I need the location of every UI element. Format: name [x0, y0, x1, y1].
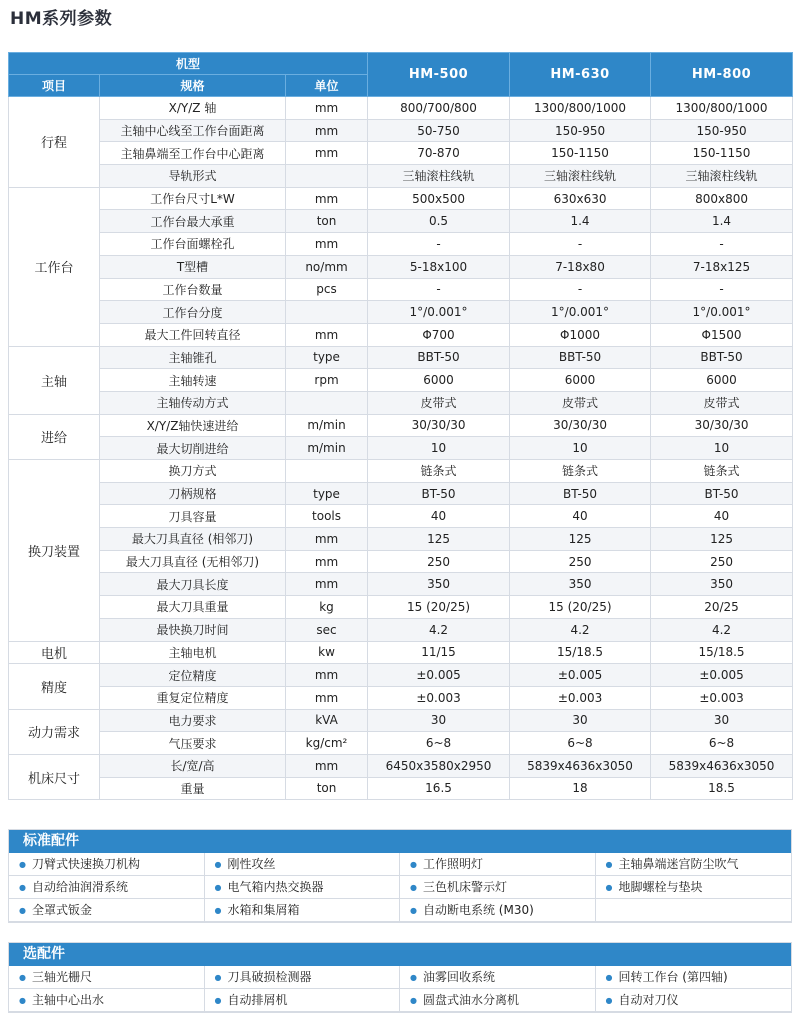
spec-value-model-3: BT-50 [651, 482, 793, 505]
spec-unit: mm [286, 119, 368, 142]
table-row [9, 550, 793, 573]
spec-value-model-1: 10 [368, 437, 510, 460]
spec-name: 最大刀具直径 (相邻刀) [100, 528, 286, 551]
accessory-label: 回转工作台 (第四轴) [618, 970, 728, 984]
category-label: 换刀装置 [9, 460, 100, 642]
bullet-icon: ● [19, 996, 26, 1005]
spec-value-model-3: 150-950 [651, 119, 793, 142]
spec-value-model-1: 6450x3580x2950 [368, 754, 510, 777]
spec-value-model-1: 40 [368, 505, 510, 528]
spec-name: 工作台数量 [100, 278, 286, 301]
table-row [9, 709, 793, 732]
spec-value-model-1: 三轴滚柱线轨 [368, 165, 510, 188]
bullet-icon: ● [410, 883, 417, 892]
spec-name: X/Y/Z 轴 [100, 97, 286, 120]
spec-unit: no/mm [286, 255, 368, 278]
spec-value-model-2: 10 [510, 437, 651, 460]
spec-unit: mm [286, 664, 368, 687]
accessory-label: 全罩式钣金 [31, 903, 92, 917]
accessory-label: 自动给油润滑系统 [31, 880, 128, 894]
accessory-item [205, 853, 401, 876]
spec-name: 气压要求 [100, 732, 286, 755]
spec-value-model-3: 1°/0.001° [651, 301, 793, 324]
bullet-icon: ● [214, 973, 222, 982]
spec-unit [286, 165, 368, 188]
table-row [9, 233, 793, 256]
spec-value-model-3: 10 [651, 437, 793, 460]
optional-accessories-panel [8, 942, 792, 1013]
spec-value-model-1: 1°/0.001° [368, 301, 510, 324]
bullet-icon: ● [214, 996, 222, 1005]
spec-value-model-2: Φ1000 [510, 323, 651, 346]
spec-value-model-3: 1300/800/1000 [651, 97, 793, 120]
spec-value-model-2: 1°/0.001° [510, 301, 651, 324]
spec-unit: mm [286, 187, 368, 210]
spec-value-model-1: 30/30/30 [368, 414, 510, 437]
accessory-label: 三轴光栅尺 [31, 970, 92, 984]
table-row [9, 641, 793, 664]
table-row [9, 664, 793, 687]
header-model-3: HM-800 [651, 53, 793, 97]
table-row [9, 119, 793, 142]
spec-unit [286, 301, 368, 324]
accessory-item [400, 876, 596, 899]
spec-value-model-2: 皮带式 [510, 391, 651, 414]
table-row [9, 97, 793, 120]
spec-value-model-2: 三轴滚柱线轨 [510, 165, 651, 188]
table-row [9, 323, 793, 346]
spec-unit: mm [286, 686, 368, 709]
table-row [9, 754, 793, 777]
bullet-icon: ● [19, 973, 26, 982]
spec-value-model-1: BBT-50 [368, 346, 510, 369]
table-row [9, 686, 793, 709]
spec-value-model-3: - [651, 278, 793, 301]
bullet-icon: ● [214, 883, 222, 892]
spec-unit: m/min [286, 414, 368, 437]
spec-value-model-2: ±0.005 [510, 664, 651, 687]
spec-unit: mm [286, 233, 368, 256]
optional-accessories-title: 选配件 [9, 943, 791, 966]
spec-value-model-3: 30 [651, 709, 793, 732]
accessory-item [9, 989, 205, 1012]
spec-value-model-3: BBT-50 [651, 346, 793, 369]
accessory-label: 自动断电系统 (M30) [422, 903, 534, 917]
accessory-item [9, 899, 205, 922]
spec-name: 工作台尺寸L*W [100, 187, 286, 210]
spec-name: T型槽 [100, 255, 286, 278]
spec-value-model-3: 125 [651, 528, 793, 551]
accessory-label: 主轴鼻端迷宫防尘吹气 [618, 857, 739, 871]
bullet-icon: ● [19, 883, 26, 892]
bullet-icon: ● [19, 860, 26, 869]
table-row [9, 618, 793, 641]
accessory-item [400, 853, 596, 876]
spec-value-model-1: Φ700 [368, 323, 510, 346]
bullet-icon: ● [605, 996, 613, 1005]
spec-unit [286, 460, 368, 483]
accessory-item [9, 876, 205, 899]
spec-value-model-2: 链条式 [510, 460, 651, 483]
spec-name: 最大刀具长度 [100, 573, 286, 596]
category-label: 进给 [9, 414, 100, 459]
spec-value-model-3: 800x800 [651, 187, 793, 210]
accessory-label: 地脚螺栓与垫块 [618, 880, 703, 894]
spec-name: 最大刀具重量 [100, 596, 286, 619]
accessory-label: 圆盘式油水分离机 [422, 993, 519, 1007]
spec-name: 主轴传动方式 [100, 391, 286, 414]
accessory-label: 自动排屑机 [227, 993, 288, 1007]
spec-value-model-2: 30/30/30 [510, 414, 651, 437]
spec-value-model-1: 链条式 [368, 460, 510, 483]
bullet-icon: ● [214, 860, 222, 869]
accessory-item [9, 966, 205, 989]
spec-value-model-2: 4.2 [510, 618, 651, 641]
spec-value-model-1: 125 [368, 528, 510, 551]
table-row [9, 482, 793, 505]
spec-value-model-2: 150-1150 [510, 142, 651, 165]
bullet-icon: ● [605, 883, 613, 892]
spec-value-model-2: ±0.003 [510, 686, 651, 709]
category-label: 精度 [9, 664, 100, 709]
spec-unit: mm [286, 528, 368, 551]
category-label: 行程 [9, 97, 100, 188]
spec-name: 最快换刀时间 [100, 618, 286, 641]
accessory-label: 刀臂式快速换刀机构 [31, 857, 140, 871]
bullet-icon: ● [410, 906, 417, 915]
table-row [9, 777, 793, 800]
page-title: HM系列参数 [10, 9, 113, 29]
table-row [9, 369, 793, 392]
spec-name: 工作台面螺栓孔 [100, 233, 286, 256]
spec-value-model-2: 6000 [510, 369, 651, 392]
spec-name: 最大刀具直径 (无相邻刀) [100, 550, 286, 573]
table-row [9, 732, 793, 755]
spec-value-model-3: 30/30/30 [651, 414, 793, 437]
spec-value-model-3: 5839x4636x3050 [651, 754, 793, 777]
spec-name: 最大切削进给 [100, 437, 286, 460]
accessory-label: 刀具破损检测器 [227, 970, 312, 984]
spec-value-model-1: 350 [368, 573, 510, 596]
table-row [9, 255, 793, 278]
spec-value-model-1: 50-750 [368, 119, 510, 142]
spec-name: 刀具容量 [100, 505, 286, 528]
spec-unit: kVA [286, 709, 368, 732]
spec-unit: type [286, 482, 368, 505]
bullet-icon: ● [214, 906, 222, 915]
table-row [9, 187, 793, 210]
category-label: 工作台 [9, 187, 100, 346]
header-item: 项目 [9, 75, 100, 97]
spec-value-model-1: 16.5 [368, 777, 510, 800]
accessory-item [596, 966, 792, 989]
spec-value-model-3: 250 [651, 550, 793, 573]
accessory-label: 自动对刀仪 [618, 993, 679, 1007]
spec-value-model-2: 630x630 [510, 187, 651, 210]
header-unit: 单位 [286, 75, 368, 97]
table-row [9, 573, 793, 596]
spec-value-model-3: ±0.003 [651, 686, 793, 709]
spec-value-model-2: 6~8 [510, 732, 651, 755]
spec-value-model-1: 15 (20/25) [368, 596, 510, 619]
spec-unit: kw [286, 641, 368, 664]
spec-value-model-2: 1300/800/1000 [510, 97, 651, 120]
spec-value-model-2: 15 (20/25) [510, 596, 651, 619]
spec-value-model-1: - [368, 233, 510, 256]
accessory-item [400, 899, 596, 922]
accessory-item [205, 966, 401, 989]
spec-unit: sec [286, 618, 368, 641]
accessory-item [400, 966, 596, 989]
accessory-label: 电气箱内热交换器 [227, 880, 324, 894]
spec-value-model-2: 150-950 [510, 119, 651, 142]
bullet-icon: ● [19, 906, 26, 915]
spec-value-model-1: 500x500 [368, 187, 510, 210]
accessory-label: 刚性攻丝 [227, 857, 276, 871]
spec-name: 电力要求 [100, 709, 286, 732]
bullet-icon: ● [410, 973, 417, 982]
table-row [9, 165, 793, 188]
category-label: 动力需求 [9, 709, 100, 754]
spec-name: 换刀方式 [100, 460, 286, 483]
spec-value-model-3: 350 [651, 573, 793, 596]
spec-value-model-2: BBT-50 [510, 346, 651, 369]
spec-value-model-3: Φ1500 [651, 323, 793, 346]
spec-value-model-2: 15/18.5 [510, 641, 651, 664]
spec-value-model-3: 6~8 [651, 732, 793, 755]
accessory-item [9, 853, 205, 876]
header-model-group: 机型 [9, 53, 368, 75]
spec-unit [286, 391, 368, 414]
spec-value-model-2: 250 [510, 550, 651, 573]
spec-value-model-2: 5839x4636x3050 [510, 754, 651, 777]
spec-name: 刀柄规格 [100, 482, 286, 505]
spec-unit: mm [286, 754, 368, 777]
spec-unit: ton [286, 210, 368, 233]
accessory-label: 主轴中心出水 [31, 993, 104, 1007]
spec-name: 主轴锥孔 [100, 346, 286, 369]
accessory-item [596, 899, 792, 922]
spec-value-model-1: 11/15 [368, 641, 510, 664]
spec-unit: mm [286, 573, 368, 596]
table-row [9, 278, 793, 301]
spec-name: 重复定位精度 [100, 686, 286, 709]
spec-value-model-2: 1.4 [510, 210, 651, 233]
accessory-label: 水箱和集屑箱 [227, 903, 300, 917]
standard-accessories-title: 标准配件 [9, 830, 791, 853]
spec-value-model-2: - [510, 233, 651, 256]
spec-unit: mm [286, 550, 368, 573]
bullet-icon: ● [410, 860, 417, 869]
table-row [9, 505, 793, 528]
accessory-label: 油雾回收系统 [422, 970, 495, 984]
bullet-icon: ● [605, 973, 613, 982]
spec-name: 主轴电机 [100, 641, 286, 664]
spec-unit: tools [286, 505, 368, 528]
spec-value-model-3: 15/18.5 [651, 641, 793, 664]
spec-value-model-1: 70-870 [368, 142, 510, 165]
spec-value-model-1: ±0.003 [368, 686, 510, 709]
table-row [9, 301, 793, 324]
spec-value-model-3: 1.4 [651, 210, 793, 233]
spec-name: 工作台最大承重 [100, 210, 286, 233]
spec-name: 重量 [100, 777, 286, 800]
accessory-item [205, 899, 401, 922]
bullet-icon: ● [605, 860, 613, 869]
spec-value-model-3: 40 [651, 505, 793, 528]
spec-value-model-3: 18.5 [651, 777, 793, 800]
spec-unit: m/min [286, 437, 368, 460]
spec-table-body [9, 97, 793, 800]
header-model-1: HM-500 [368, 53, 510, 97]
spec-value-model-1: 250 [368, 550, 510, 573]
spec-value-model-3: ±0.005 [651, 664, 793, 687]
spec-name: 主轴鼻端至工作台中心距离 [100, 142, 286, 165]
spec-name: X/Y/Z轴快速进给 [100, 414, 286, 437]
spec-value-model-2: 125 [510, 528, 651, 551]
spec-value-model-1: 6~8 [368, 732, 510, 755]
spec-value-model-3: 7-18x125 [651, 255, 793, 278]
spec-unit: pcs [286, 278, 368, 301]
spec-value-model-2: 40 [510, 505, 651, 528]
spec-value-model-2: - [510, 278, 651, 301]
accessory-item [205, 989, 401, 1012]
spec-value-model-3: 20/25 [651, 596, 793, 619]
spec-value-model-3: 链条式 [651, 460, 793, 483]
spec-value-model-3: 皮带式 [651, 391, 793, 414]
spec-name: 定位精度 [100, 664, 286, 687]
category-label: 电机 [9, 641, 100, 664]
spec-value-model-1: 0.5 [368, 210, 510, 233]
accessory-item [596, 989, 792, 1012]
spec-value-model-2: BT-50 [510, 482, 651, 505]
table-row [9, 391, 793, 414]
spec-value-model-1: 皮带式 [368, 391, 510, 414]
spec-value-model-2: 350 [510, 573, 651, 596]
spec-value-model-3: 150-1150 [651, 142, 793, 165]
table-row [9, 346, 793, 369]
table-row [9, 596, 793, 619]
spec-value-model-2: 18 [510, 777, 651, 800]
table-row [9, 528, 793, 551]
spec-value-model-2: 7-18x80 [510, 255, 651, 278]
accessory-item [400, 989, 596, 1012]
spec-value-model-3: - [651, 233, 793, 256]
spec-name: 长/宽/高 [100, 754, 286, 777]
spec-unit: mm [286, 323, 368, 346]
table-row [9, 437, 793, 460]
table-row [9, 142, 793, 165]
spec-value-model-3: 6000 [651, 369, 793, 392]
spec-unit: kg [286, 596, 368, 619]
spec-unit: rpm [286, 369, 368, 392]
standard-accessories-panel [8, 829, 792, 923]
spec-value-model-1: 4.2 [368, 618, 510, 641]
accessory-label: 三色机床警示灯 [422, 880, 507, 894]
spec-unit: ton [286, 777, 368, 800]
spec-value-model-1: 5-18x100 [368, 255, 510, 278]
spec-name: 主轴转速 [100, 369, 286, 392]
spec-name: 最大工件回转直径 [100, 323, 286, 346]
standard-accessories-grid [9, 853, 791, 922]
spec-value-model-3: 三轴滚柱线轨 [651, 165, 793, 188]
spec-name: 主轴中心线至工作台面距离 [100, 119, 286, 142]
spec-table [8, 52, 793, 800]
spec-value-model-1: 6000 [368, 369, 510, 392]
spec-value-model-1: 800/700/800 [368, 97, 510, 120]
optional-accessories-grid [9, 966, 791, 1012]
spec-unit: mm [286, 142, 368, 165]
category-label: 主轴 [9, 346, 100, 414]
spec-value-model-3: 4.2 [651, 618, 793, 641]
spec-unit: mm [286, 97, 368, 120]
header-model-2: HM-630 [510, 53, 651, 97]
spec-name: 工作台分度 [100, 301, 286, 324]
table-row [9, 460, 793, 483]
spec-name: 导轨形式 [100, 165, 286, 188]
bullet-icon: ● [410, 996, 417, 1005]
accessory-item [205, 876, 401, 899]
spec-value-model-1: - [368, 278, 510, 301]
accessory-item [596, 853, 792, 876]
spec-unit: type [286, 346, 368, 369]
header-spec: 规格 [100, 75, 286, 97]
accessory-item [596, 876, 792, 899]
category-label: 机床尺寸 [9, 754, 100, 799]
spec-unit: kg/cm² [286, 732, 368, 755]
table-row [9, 414, 793, 437]
table-row [9, 210, 793, 233]
spec-value-model-1: ±0.005 [368, 664, 510, 687]
spec-value-model-1: 30 [368, 709, 510, 732]
spec-value-model-1: BT-50 [368, 482, 510, 505]
spec-value-model-2: 30 [510, 709, 651, 732]
accessory-label: 工作照明灯 [422, 857, 483, 871]
